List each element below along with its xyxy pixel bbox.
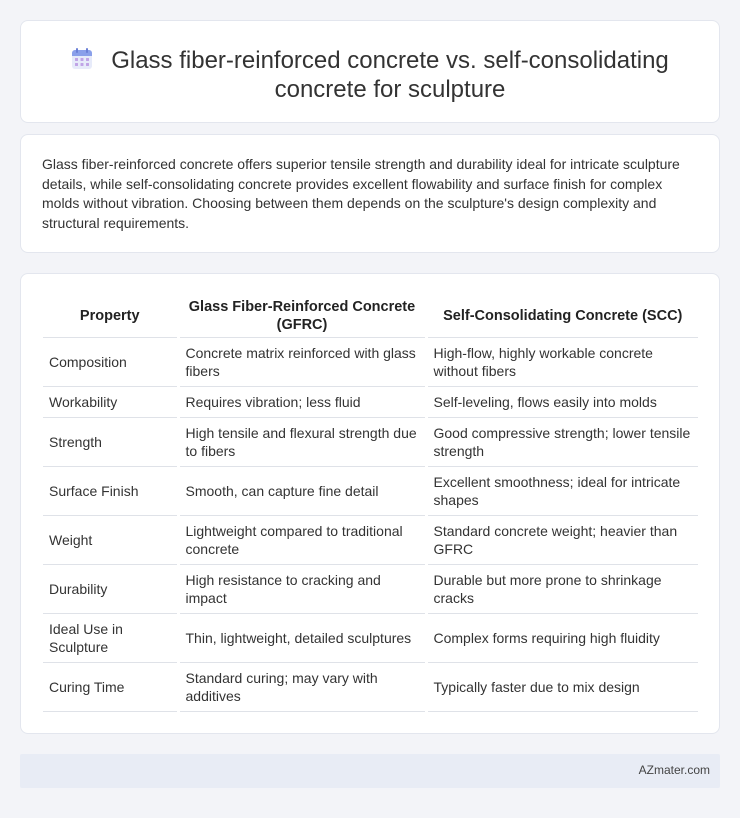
row-scc: Standard concrete weight; heavier than GFRC [426,515,698,564]
table-row [43,337,698,386]
row-gfrc: Thin, lightweight, detailed sculptures [178,613,426,662]
header-property: Property [43,296,178,337]
row-gfrc: Lightweight compared to traditional concrete [178,515,426,564]
row-scc: Durable but more prone to shrinkage cracks [426,564,698,613]
row-scc: Excellent smoothness; ideal for intricate shapes [426,466,698,515]
page-title: Glass fiber-reinforced concrete vs. self-consolidating concrete for sculpture [111,47,669,103]
comparison-table [43,296,698,712]
footer-brand: AZmater.com [638,763,710,777]
footer-bar [20,754,720,788]
row-property: Durability [43,564,178,613]
table-row [43,564,698,613]
intro-paragraph: Glass fiber-reinforced concrete offers superior tensile strength and durability ideal for intricate sculpture details, while self-consolidating concrete provides excellent flowability and surface finish for complex molds without vibration. Choosing between them depends on the sculpture's design complexity and structural requirements. [42,156,680,231]
row-property: Ideal Use in Sculpture [43,613,178,662]
row-scc: High-flow, highly workable concrete without fibers [426,337,698,386]
row-scc: Typically faster due to mix design [426,662,698,711]
row-gfrc: Standard curing; may vary with additives [178,662,426,711]
row-gfrc: High tensile and flexural strength due to fibers [178,417,426,466]
intro-card [20,134,720,253]
table-row [43,386,698,417]
row-property: Surface Finish [43,466,178,515]
table-row [43,515,698,564]
row-gfrc: Requires vibration; less fluid [178,386,426,417]
title-card [20,20,720,123]
table-row [43,466,698,515]
row-gfrc: Smooth, can capture fine detail [178,466,426,515]
header-scc: Self-Consolidating Concrete (SCC) [426,296,698,337]
row-property: Curing Time [43,662,178,711]
row-scc: Self-leveling, flows easily into molds [426,386,698,417]
row-gfrc: Concrete matrix reinforced with glass fibers [178,337,426,386]
table-row [43,613,698,662]
table-row [43,417,698,466]
table-card [20,273,720,734]
row-property: Strength [43,417,178,466]
row-property: Workability [43,386,178,417]
row-scc: Complex forms requiring high fluidity [426,613,698,662]
row-gfrc: High resistance to cracking and impact [178,564,426,613]
row-property: Composition [43,337,178,386]
row-scc: Good compressive strength; lower tensile strength [426,417,698,466]
table-row [43,662,698,711]
row-property: Weight [43,515,178,564]
header-gfrc: Glass Fiber-Reinforced Concrete (GFRC) [178,296,426,337]
